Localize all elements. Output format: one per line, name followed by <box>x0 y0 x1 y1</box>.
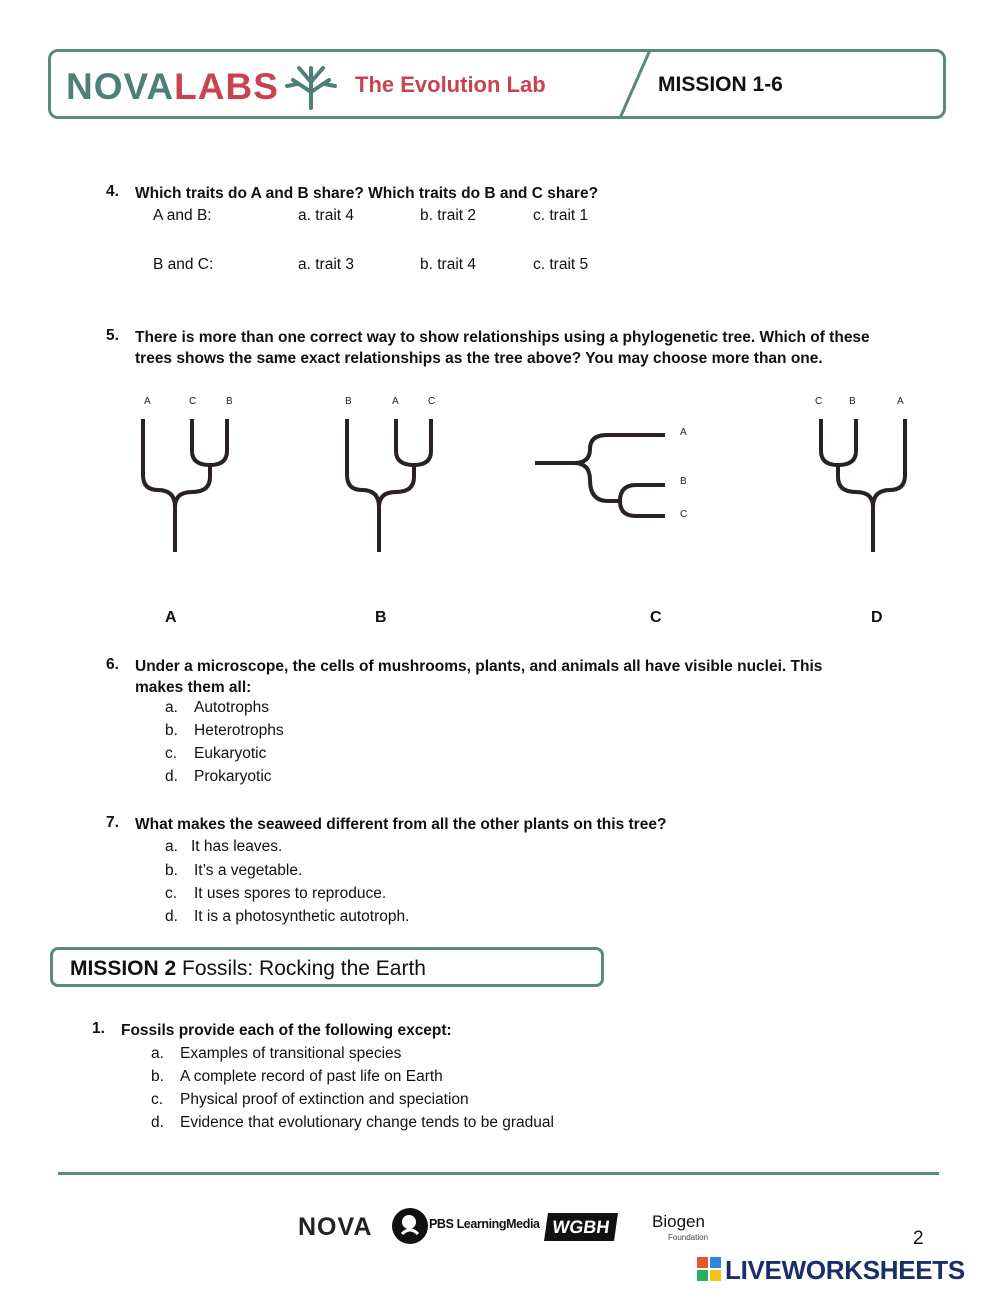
question-7: 7. What makes the seaweed different from all the other plants on this tree? <box>106 814 667 833</box>
question-6: 6. Under a microscope, the cells of mushrooms, plants, and animals all have visible nuclei. This makes them all: <box>106 656 823 696</box>
tree-d-caption[interactable]: D <box>871 609 883 626</box>
q4-option[interactable]: a. trait 3 <box>298 256 354 273</box>
question-5: 5. There is more than one correct way to show relationships using a phylogenetic tree. Which of these trees shows the same exact relationships as the tree above? You may choose more than one. <box>106 327 870 367</box>
question-6-line1: Under a microscope, the cells of mushrooms, plants, and animals all have visible nuclei. This <box>135 658 823 675</box>
nova-labs-logo: NOVALABS <box>66 66 279 107</box>
tree-b-caption[interactable]: B <box>375 609 387 626</box>
biogen-logo: Biogen <box>652 1212 705 1231</box>
biogen-foundation-label: Foundation <box>668 1233 709 1242</box>
tree-a-tip-label: C <box>189 396 197 407</box>
mission-2-question-1: 1. Fossils provide each of the following except: <box>92 1020 452 1039</box>
nova-footer-logo: NOVA <box>298 1213 373 1241</box>
q4-option[interactable]: b. trait 2 <box>420 207 476 224</box>
question-7-text: What makes the seaweed different from all the other plants on this tree? <box>135 816 667 833</box>
page-number: 2 <box>913 1228 924 1249</box>
m2q1-option-letter: a. <box>151 1045 164 1062</box>
footer-divider <box>58 1172 939 1175</box>
q4-option[interactable]: b. trait 4 <box>420 256 476 273</box>
tree-b-tip-label: C <box>428 396 436 407</box>
q4-row-label: A and B: <box>153 207 212 224</box>
tree-d-tip-label: C <box>815 396 823 407</box>
m2q1-option[interactable]: Examples of transitional species <box>180 1045 402 1062</box>
tree-b-tip-label: B <box>345 396 352 407</box>
tree-b-diagram[interactable] <box>334 415 444 555</box>
q6-option-letter: c. <box>165 745 178 762</box>
q7-option-letter: b. <box>165 862 178 879</box>
tree-c-diagram[interactable] <box>532 425 672 525</box>
question-4-text: Which traits do A and B share? Which traits do B and C share? <box>135 185 599 202</box>
tree-a-diagram[interactable] <box>130 415 240 555</box>
q6-option[interactable]: Heterotrophs <box>194 722 284 739</box>
question-6-line2: makes them all: <box>135 679 252 696</box>
tree-c-tip-label: C <box>680 509 688 520</box>
q6-option-letter: b. <box>165 722 178 739</box>
m2q1-option-letter: b. <box>151 1068 164 1085</box>
liveworksheets-logo: LIVEWORKSHEETS <box>725 1255 965 1285</box>
q6-option-letter: a. <box>165 699 178 716</box>
lab-title: The Evolution Lab <box>355 72 546 97</box>
m2q1-option[interactable]: Physical proof of extinction and speciation <box>180 1091 469 1108</box>
mission-2-title: MISSION 2 Fossils: Rocking the Earth <box>70 957 426 980</box>
q7-option-letter: c. <box>165 885 178 902</box>
mission-label: MISSION 1-6 <box>658 73 783 96</box>
wgbh-logo: WGBH <box>544 1213 618 1241</box>
tree-a-tip-label: B <box>226 396 233 407</box>
q4-row-label: B and C: <box>153 256 214 273</box>
q7-option[interactable]: It has leaves. <box>191 838 283 855</box>
tree-c-tip-label: A <box>680 427 687 438</box>
tree-d-tip-label: A <box>897 396 904 407</box>
tree-d-tip-label: B <box>849 396 856 407</box>
pbs-logo-icon <box>392 1208 428 1244</box>
q6-option[interactable]: Autotrophs <box>194 699 269 716</box>
question-4: 4. Which traits do A and B share? Which traits do B and C share? <box>106 183 599 202</box>
q4-option[interactable]: a. trait 4 <box>298 207 354 224</box>
q7-option[interactable]: It’s a vegetable. <box>194 862 303 879</box>
q6-option[interactable]: Prokaryotic <box>194 768 272 785</box>
m2q1-option-letter: d. <box>151 1114 164 1131</box>
q7-option[interactable]: It is a photosynthetic autotroph. <box>194 908 410 925</box>
evolution-tree-icon <box>285 62 337 110</box>
tree-d-diagram[interactable] <box>808 415 918 555</box>
question-5-line2: trees shows the same exact relationships as the tree above? You may choose more than one. <box>135 350 823 367</box>
q7-option[interactable]: It uses spores to reproduce. <box>194 885 387 902</box>
tree-b-tip-label: A <box>392 396 399 407</box>
liveworksheets-icon <box>697 1257 721 1281</box>
tree-c-tip-label: B <box>680 476 687 487</box>
q4-option[interactable]: c. trait 1 <box>533 207 589 224</box>
m2q1-option-letter: c. <box>151 1091 164 1108</box>
mission-2-question-1-text: Fossils provide each of the following except: <box>121 1022 452 1039</box>
tree-c-caption[interactable]: C <box>650 609 662 626</box>
q6-option-letter: d. <box>165 768 178 785</box>
q4-option[interactable]: c. trait 5 <box>533 256 589 273</box>
header-divider <box>612 50 662 118</box>
q7-option-letter: d. <box>165 908 178 925</box>
q6-option[interactable]: Eukaryotic <box>194 745 267 762</box>
tree-a-tip-label: A <box>144 396 151 407</box>
m2q1-option[interactable]: Evidence that evolutionary change tends to be gradual <box>180 1114 554 1131</box>
q7-option-letter: a. <box>165 838 178 855</box>
tree-a-caption[interactable]: A <box>165 609 177 626</box>
m2q1-option[interactable]: A complete record of past life on Earth <box>180 1068 443 1085</box>
question-5-line1: There is more than one correct way to show relationships using a phylogenetic tree. Which of these <box>135 329 870 346</box>
pbs-learningmedia-logo: PBS LearningMedia <box>429 1217 540 1231</box>
